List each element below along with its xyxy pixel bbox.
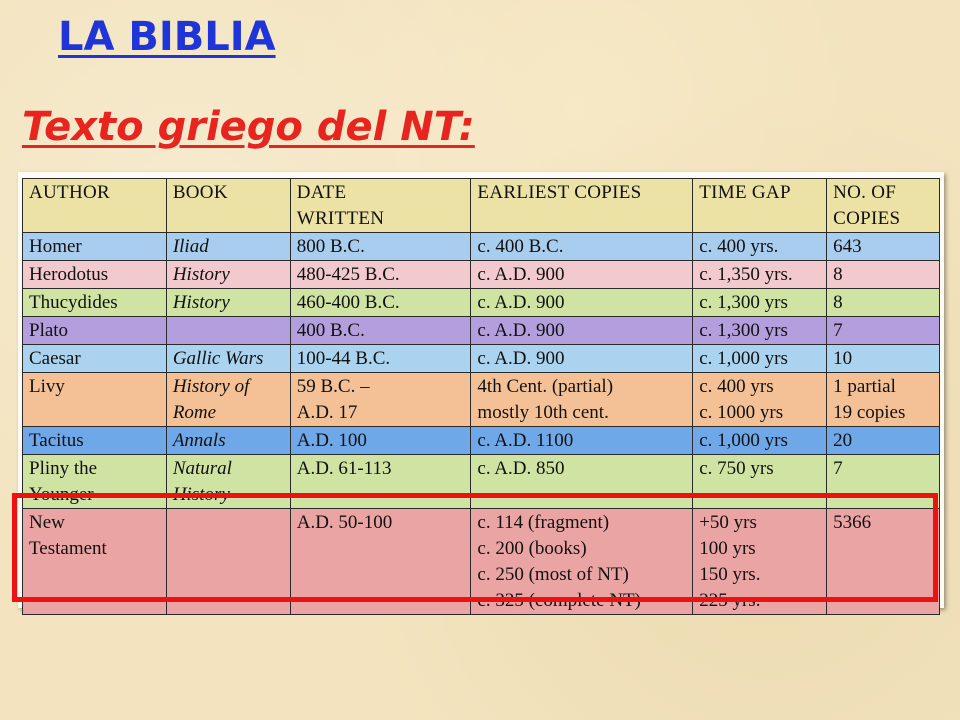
header-no-of-copies xyxy=(827,179,940,233)
cell-line: c. A.D. 900 xyxy=(477,292,565,313)
cell-line: 10 xyxy=(833,348,853,369)
cell-line: c. 114 (fragment) xyxy=(477,512,610,533)
cell-line: Pliny the xyxy=(29,458,98,479)
cell-line: c. 250 (most of NT) xyxy=(477,564,629,585)
cell-line: Homer xyxy=(29,236,82,257)
header-author: AUTHOR xyxy=(23,179,167,233)
cell-line: c. 1000 yrs xyxy=(699,402,784,423)
cell-earliest xyxy=(471,233,693,261)
cell-author xyxy=(23,345,167,373)
cell-book xyxy=(166,289,290,317)
cell-line: 225 yrs. xyxy=(699,590,761,611)
cell-count xyxy=(827,317,940,345)
cell-line: 59 B.C. – xyxy=(296,376,370,397)
cell-author xyxy=(23,317,167,345)
cell-gap xyxy=(693,317,827,345)
cell-earliest xyxy=(471,345,693,373)
cell-book xyxy=(166,317,290,345)
cell-gap xyxy=(693,373,827,427)
header-date-line: DATE xyxy=(296,182,347,203)
cell-line: 7 xyxy=(833,458,843,479)
table-row xyxy=(23,373,940,427)
cell-earliest xyxy=(471,373,693,427)
cell-line: 400 B.C. xyxy=(296,320,365,341)
cell-line: 100-44 B.C. xyxy=(296,348,391,369)
cell-count xyxy=(827,455,940,509)
header-date-written xyxy=(290,179,471,233)
cell-line: Gallic Wars xyxy=(172,348,264,369)
cell-line: c. A.D. 900 xyxy=(477,348,565,369)
cell-book xyxy=(166,455,290,509)
cell-line: c. 200 (books) xyxy=(477,538,587,559)
cell-line: c. 400 yrs. xyxy=(699,236,779,257)
cell-line: c. 400 yrs xyxy=(699,376,774,397)
cell-line: 4th Cent. (partial) xyxy=(477,376,614,397)
cell-date xyxy=(290,233,471,261)
cell-count xyxy=(827,233,940,261)
cell-line: History xyxy=(172,264,230,285)
cell-date xyxy=(290,509,471,615)
cell-date xyxy=(290,427,471,455)
cell-line: Rome xyxy=(172,402,217,423)
cell-line: 20 xyxy=(833,430,853,451)
header-earliest-copies: EARLIEST COPIES xyxy=(471,179,693,233)
cell-line: mostly 10th cent. xyxy=(477,402,609,423)
table-row xyxy=(23,345,940,373)
table-row xyxy=(23,317,940,345)
cell-line: 480-425 B.C. xyxy=(296,264,400,285)
cell-line: History xyxy=(172,292,230,313)
cell-author xyxy=(23,509,167,615)
table-row xyxy=(23,261,940,289)
cell-line: Tacitus xyxy=(29,430,84,451)
cell-earliest xyxy=(471,455,693,509)
cell-line: 7 xyxy=(833,320,843,341)
table-row xyxy=(23,289,940,317)
cell-date xyxy=(290,345,471,373)
cell-line: A.D. 100 xyxy=(296,430,367,451)
cell-author xyxy=(23,261,167,289)
cell-author xyxy=(23,233,167,261)
cell-author xyxy=(23,289,167,317)
cell-count xyxy=(827,427,940,455)
cell-line: Annals xyxy=(172,430,226,451)
cell-line: 800 B.C. xyxy=(296,236,365,257)
header-time-gap: TIME GAP xyxy=(693,179,827,233)
cell-book xyxy=(166,261,290,289)
cell-line: 643 xyxy=(833,236,862,257)
cell-author xyxy=(23,427,167,455)
cell-book xyxy=(166,233,290,261)
cell-line: +50 yrs xyxy=(699,512,757,533)
cell-line: c. 400 B.C. xyxy=(477,236,564,257)
comparison-table-image xyxy=(18,172,944,611)
cell-date xyxy=(290,373,471,427)
cell-book xyxy=(166,345,290,373)
cell-gap xyxy=(693,261,827,289)
cell-earliest xyxy=(471,317,693,345)
cell-earliest xyxy=(471,509,693,615)
cell-line: History xyxy=(172,484,230,505)
cell-gap xyxy=(693,289,827,317)
cell-line: A.D. 50-100 xyxy=(296,512,393,533)
cell-count xyxy=(827,509,940,615)
cell-book xyxy=(166,509,290,615)
table-row xyxy=(23,233,940,261)
cell-line: Thucydides xyxy=(29,292,118,313)
cell-line: c. A.D. 900 xyxy=(477,320,565,341)
cell-line: 8 xyxy=(833,264,843,285)
cell-line: c. 325 (complete NT) xyxy=(477,590,641,611)
cell-gap xyxy=(693,455,827,509)
table-header-row xyxy=(23,179,940,233)
cell-line: 150 yrs. xyxy=(699,564,761,585)
cell-count xyxy=(827,345,940,373)
cell-line: Natural xyxy=(172,458,232,479)
cell-line: Testament xyxy=(29,538,107,559)
cell-line: c. 1,300 yrs xyxy=(699,320,788,341)
header-copies-line: COPIES xyxy=(833,208,901,229)
cell-author xyxy=(23,373,167,427)
cell-line: c. 1,000 yrs xyxy=(699,348,788,369)
cell-book xyxy=(166,373,290,427)
cell-line: c. A.D. 900 xyxy=(477,264,565,285)
cell-line: A.D. 61-113 xyxy=(296,458,392,479)
cell-gap xyxy=(693,509,827,615)
cell-count xyxy=(827,373,940,427)
cell-line: c. 1,300 yrs xyxy=(699,292,788,313)
cell-gap xyxy=(693,427,827,455)
cell-line: 19 copies xyxy=(833,402,906,423)
cell-line: c. 1,350 yrs. xyxy=(699,264,793,285)
cell-line: A.D. 17 xyxy=(296,402,358,423)
table-row xyxy=(23,427,940,455)
cell-date xyxy=(290,261,471,289)
page-title: LA BIBLIA xyxy=(58,14,276,60)
page-subtitle: Texto griego del NT: xyxy=(22,104,475,150)
cell-line: Iliad xyxy=(172,236,209,257)
cell-line: c. 750 yrs xyxy=(699,458,774,479)
cell-line: c. A.D. 1100 xyxy=(477,430,574,451)
cell-earliest xyxy=(471,261,693,289)
cell-line: 100 yrs xyxy=(699,538,756,559)
table-row xyxy=(23,509,940,615)
cell-line: Caesar xyxy=(29,348,81,369)
cell-date xyxy=(290,455,471,509)
header-written-line: WRITTEN xyxy=(296,208,385,229)
cell-line: 5366 xyxy=(833,512,872,533)
cell-line: 1 partial xyxy=(833,376,896,397)
cell-line: Plato xyxy=(29,320,69,341)
cell-earliest xyxy=(471,289,693,317)
cell-line: c. A.D. 850 xyxy=(477,458,565,479)
cell-gap xyxy=(693,233,827,261)
table-body xyxy=(23,233,940,615)
cell-line: c. 1,000 yrs xyxy=(699,430,788,451)
cell-line: Livy xyxy=(29,376,65,397)
cell-count xyxy=(827,289,940,317)
cell-book xyxy=(166,427,290,455)
cell-date xyxy=(290,317,471,345)
cell-line: 460-400 B.C. xyxy=(296,292,400,313)
cell-earliest xyxy=(471,427,693,455)
table-row xyxy=(23,455,940,509)
cell-line: Younger xyxy=(29,484,94,505)
header-no-of-line: NO. OF xyxy=(833,182,897,203)
cell-author xyxy=(23,455,167,509)
cell-line: 8 xyxy=(833,292,843,313)
manuscript-comparison-table xyxy=(22,178,940,615)
cell-date xyxy=(290,289,471,317)
cell-line: New xyxy=(29,512,65,533)
header-book: BOOK xyxy=(166,179,290,233)
cell-gap xyxy=(693,345,827,373)
cell-line: Herodotus xyxy=(29,264,109,285)
cell-count xyxy=(827,261,940,289)
cell-line: History of xyxy=(172,376,250,397)
